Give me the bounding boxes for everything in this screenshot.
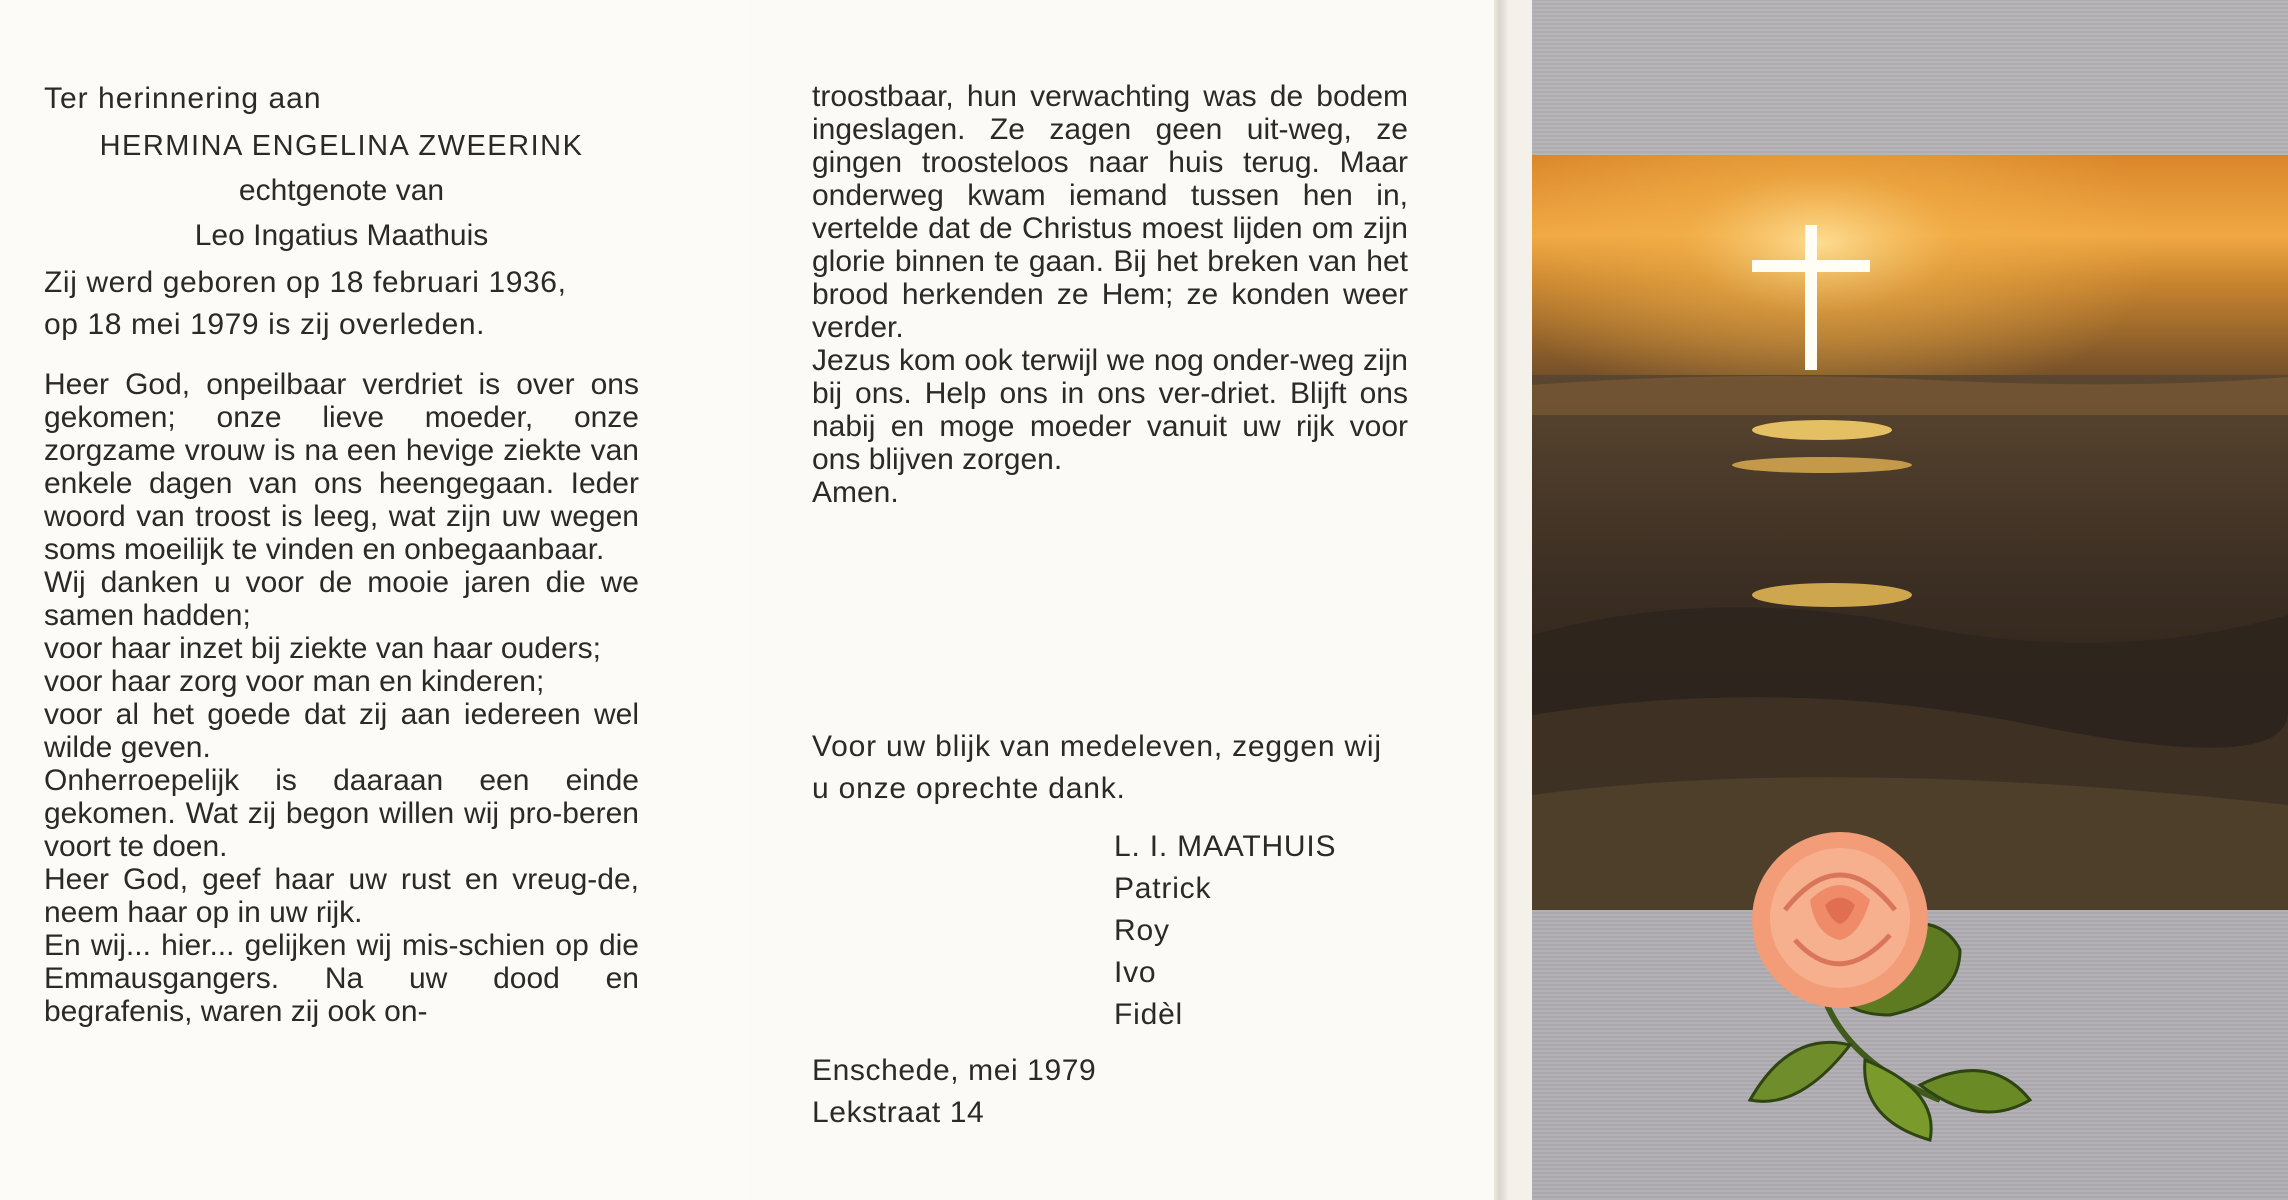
deceased-name: HERMINA ENGELINA ZWEERINK: [99, 130, 584, 162]
middle-text-column: [812, 80, 1408, 509]
prayer-amen: Amen.: [812, 476, 899, 509]
prayer-paragraph: voor haar zorg voor man en kinderen;: [44, 665, 545, 698]
signer-name: Roy: [1114, 914, 1170, 947]
intro-line: Ter herinnering aan: [44, 82, 322, 115]
address: Lekstraat 14: [812, 1096, 985, 1129]
death-line: op 18 mei 1979 is zij overleden.: [44, 308, 486, 341]
prayer-paragraph: Wij danken u voor de mooie jaren die we samen hadden;: [44, 566, 639, 632]
place-date: Enschede, mei 1979: [812, 1054, 1097, 1087]
prayer-paragraph: Heer God, onpeilbaar verdriet is over ons gekomen; onze lieve moeder, onze zorgzame vrouw is na een hevige ziekte van enkele dagen van ons heengegaan. Ieder woord van troost is leeg, wat zijn uw wegen soms moeilijk te vinden en onbegaanbaar.: [44, 368, 639, 566]
signer-name: Patrick: [1114, 872, 1212, 905]
relation-line: echtgenote van: [238, 174, 445, 207]
card-fold: [1494, 0, 1508, 1200]
prayer-paragraph: Heer God, geef haar uw rust en vreug-de, neem haar op in uw rijk.: [44, 863, 639, 929]
signer-name: Fidèl: [1114, 998, 1184, 1031]
rose-icon: [1690, 800, 2050, 1160]
thanks-text: Voor uw blijk van medeleven, zeggen wij u onze oprechte dank.: [812, 730, 1382, 805]
prayer-continued: troostbaar, hun verwachting was de bodem ingeslagen. Ze zagen geen uit-weg, ze gingen troosteloos naar huis terug. Maar onderweg kwam iemand tussen hen in, vertelde dat de Christus moest lijden om zijn glorie binnen te gaan. Bij het breken van het brood herkenden ze Hem; ze konden weer verder.: [812, 80, 1408, 344]
sunset-cross-icon: [1532, 155, 2288, 910]
prayer-text: [44, 368, 639, 1028]
gray-linen-top: [1532, 0, 2288, 155]
prayer-paragraph: voor haar inzet bij ziekte van haar ouders;: [44, 632, 601, 665]
signers-list: [1114, 826, 1454, 1036]
picture-margin: [1508, 0, 1532, 1200]
prayer-paragraph: voor al het goede dat zij aan iedereen wel wilde geven.: [44, 698, 639, 764]
prayer-paragraph: Onherroepelijk is daaraan een einde gekomen. Wat zij begon willen wij pro-beren voort te doen.: [44, 764, 639, 863]
left-text-column: [44, 80, 639, 1028]
prayer-paragraph: En wij... hier... gelijken wij mis-schien op die Emmausgangers. Na uw dood en begrafenis, waren zij ook on-: [44, 929, 639, 1028]
spouse-name: Leo Ingatius Maathuis: [194, 219, 489, 252]
sunset-photo: [1532, 155, 2288, 910]
birth-line: Zij werd geboren op 18 februari 1936,: [44, 266, 567, 299]
prayer-continued: Jezus kom ook terwijl we nog onder-weg zijn bij ons. Help ons in ons ver-driet. Blijft ons nabij en moge moeder vanuit uw rijk voor ons blijven zorgen.: [812, 344, 1408, 476]
place-date-block: [812, 1050, 1312, 1134]
signer-name: Ivo: [1114, 956, 1157, 989]
signer-name: L. I. MAATHUIS: [1114, 830, 1337, 863]
